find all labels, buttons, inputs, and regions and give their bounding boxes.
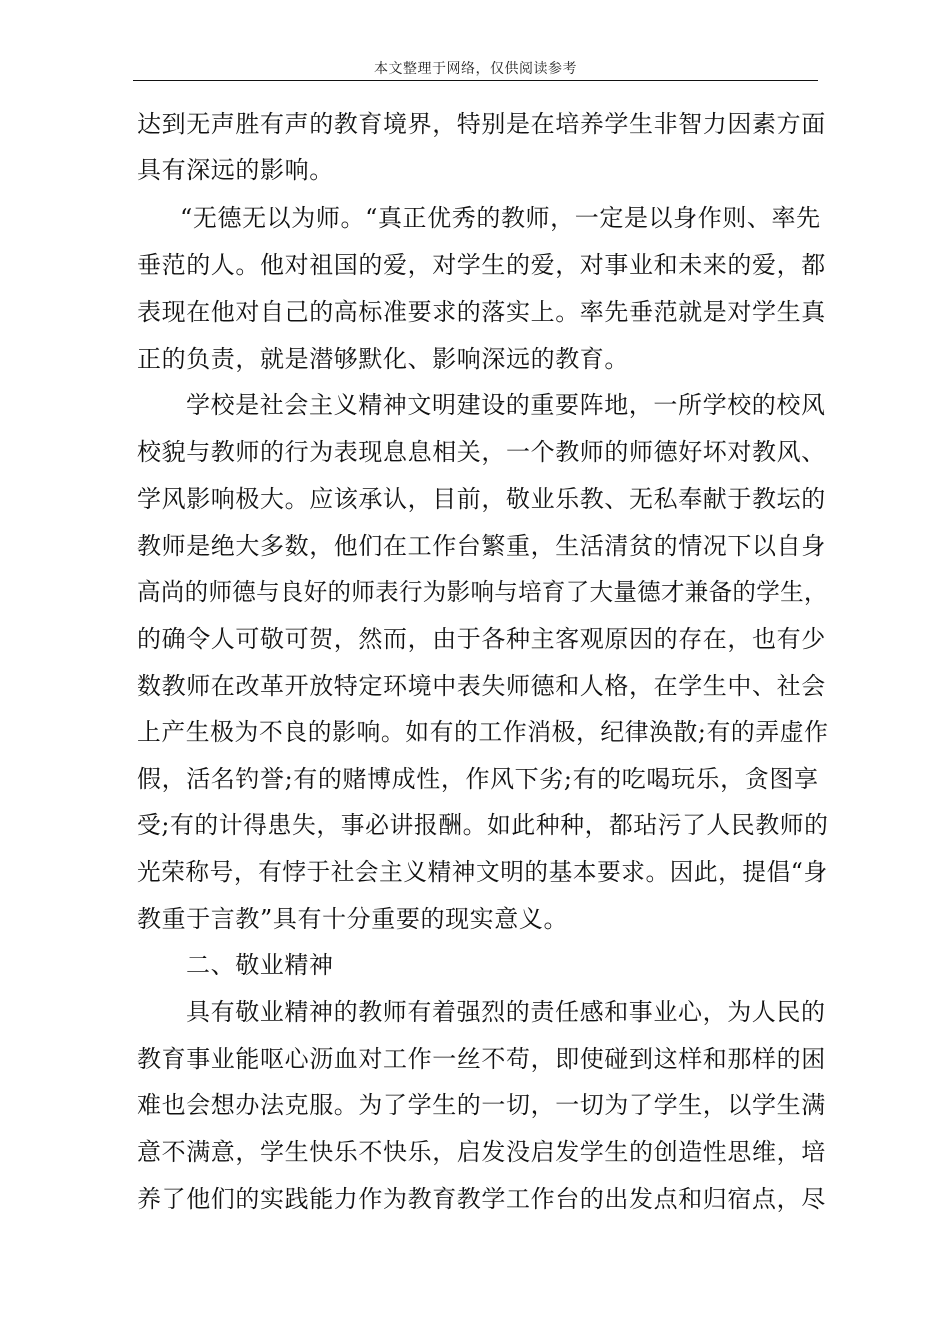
text-line: 养了他们的实践能力作为教育教学工作台的出发点和归宿点，尽 — [137, 1185, 826, 1213]
text-line: 学风影响极大。应该承认，目前，敬业乐教、无私奉献于教坛的 — [137, 485, 826, 513]
text-line: 教师是绝大多数，他们在工作台繁重，生活清贫的情况下以自身 — [137, 532, 826, 560]
text-line: 光荣称号，有悖于社会主义精神文明的基本要求。因此，提倡“身 — [137, 858, 828, 886]
text-line: “无德无以为师。“真正优秀的教师，一定是以身作则、率先 — [180, 204, 821, 232]
section-heading: 二、敬业精神 — [186, 951, 334, 979]
text-line: 受;有的计得患失，事必讲报酬。如此种种，都玷污了人民教师的 — [137, 811, 829, 839]
text-line: 校貌与教师的行为表现息息相关，一个教师的师德好坏对教风、 — [137, 438, 826, 466]
text-line: 难也会想办法克服。为了学生的一切，一切为了学生，以学生满 — [137, 1091, 826, 1119]
text-line: 教重于言教”具有十分重要的现实意义。 — [137, 905, 569, 933]
text-line: 假，活名钓誉;有的赌博成性，作风下劣;有的吃喝玩乐，贪图享 — [137, 765, 819, 793]
text-line: 垂范的人。他对祖国的爱，对学生的爱，对事业和未来的爱，都 — [137, 251, 826, 279]
text-line: 的确令人可敬可贺，然而，由于各种主客观原因的存在，也有少 — [137, 625, 826, 653]
text-line: 数教师在改革开放特定环境中表失师德和人格，在学生中、社会 — [137, 672, 826, 700]
text-line: 具有敬业精神的教师有着强烈的责任感和事业心，为人民的 — [186, 998, 826, 1026]
text-line: 表现在他对自己的高标准要求的落实上。率先垂范就是对学生真 — [137, 298, 826, 326]
text-line: 教育事业能呕心沥血对工作一丝不苟，即使碰到这样和那样的困 — [137, 1045, 826, 1073]
text-line: 学校是社会主义精神文明建设的重要阵地，一所学校的校风 — [186, 391, 826, 419]
text-line: 达到无声胜有声的教育境界，特别是在培养学生非智力因素方面 — [137, 110, 826, 138]
text-line: 高尚的师德与良好的师表行为影响与培育了大量德才兼备的学生， — [137, 578, 828, 606]
text-line: 意不满意，学生快乐不快乐，启发没启发学生的创造性思维，培 — [137, 1138, 826, 1166]
text-line: 具有深远的影响。 — [137, 156, 334, 184]
text-line: 正的负责，就是潜够默化、影响深远的教育。 — [137, 345, 629, 373]
text-line: 上产生极为不良的影响。如有的工作消极，纪律涣散;有的弄虚作 — [137, 718, 829, 746]
page-header: 本文整理于网络，仅供阅读参考 — [374, 61, 577, 77]
header-divider — [133, 80, 818, 81]
